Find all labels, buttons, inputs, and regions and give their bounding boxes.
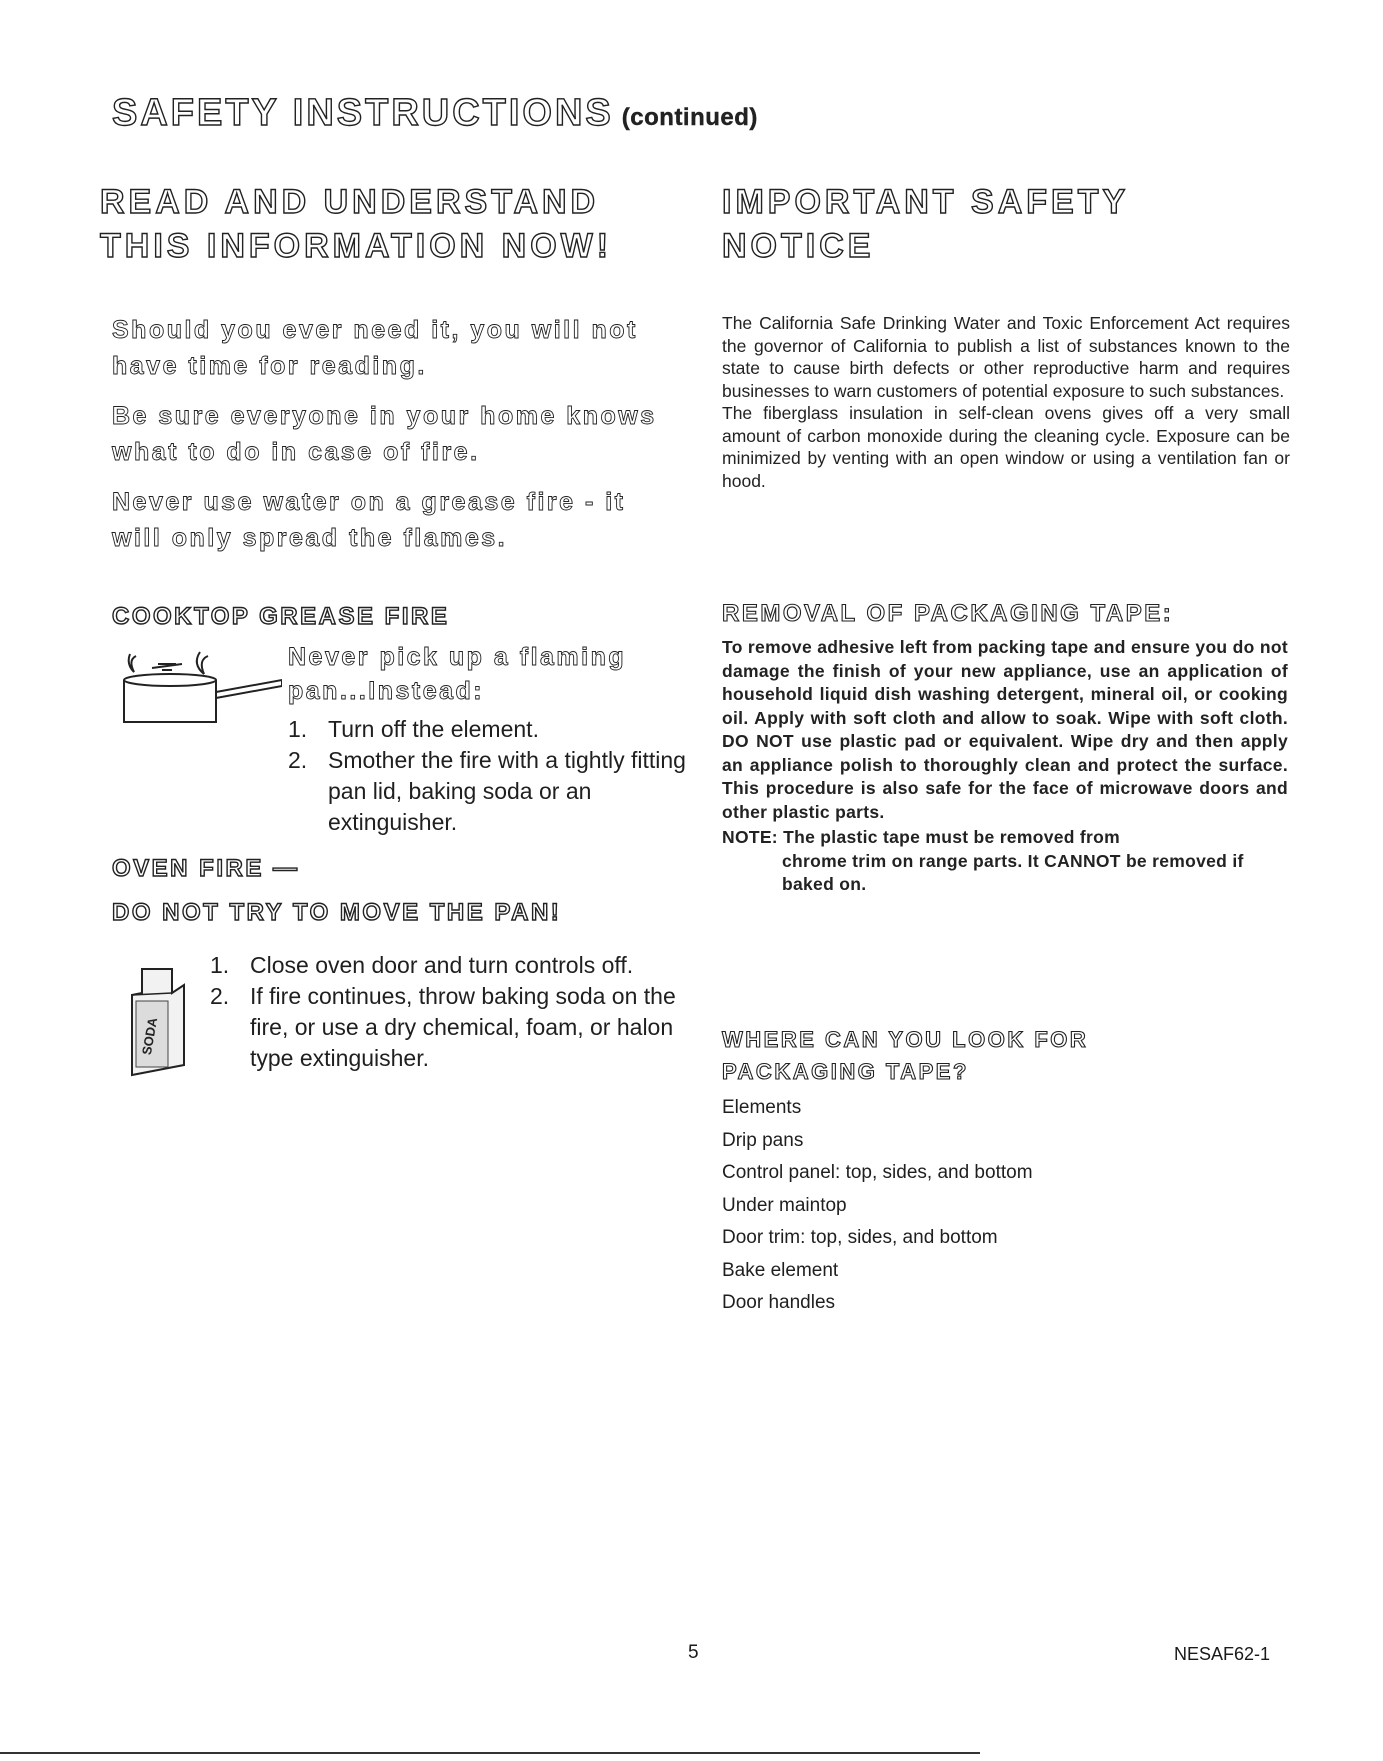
tape-location-item: Elements — [722, 1097, 802, 1118]
page-title-suffix: (continued) — [621, 104, 758, 131]
where-heading-line2: PACKAGING TAPE? — [722, 1059, 969, 1084]
page-title-text: SAFETY INSTRUCTIONS — [112, 92, 614, 134]
where-section — [722, 1024, 1302, 1320]
emphasis-block — [112, 312, 672, 570]
note-continuation: chrome trim on range parts. It CANNOT be removed if baked on. — [782, 850, 1244, 894]
notice-paragraph-1: The California Safe Drinking Water and Toxic Enforcement Act requires the governor of California to publish a list of substances known to the state to cause birth defects or other reproductive harm and requires businesses to warn customers of potential exposure to such substances. — [722, 313, 1290, 401]
bottom-rule — [0, 1752, 980, 1754]
flaming-pan-icon — [112, 650, 282, 735]
read-understand-heading-line2: THIS INFORMATION NOW! — [100, 227, 613, 265]
cooktop-heading-wrap — [112, 600, 692, 634]
page-title — [112, 92, 758, 135]
note-label: NOTE: — [722, 827, 778, 847]
tape-location-item: Under maintop — [722, 1194, 847, 1216]
baking-soda-box-icon — [124, 965, 204, 1085]
tape-location-item: Door trim: top, sides, and bottom — [722, 1227, 998, 1248]
oven-step-2: 2. If fire continues, throw baking soda on the fire, or use a dry chemical, foam, or halon type extinguisher. — [210, 983, 676, 1071]
cooktop-step-2: 2. Smother the fire with a tightly fitting pan lid, baking soda or an extinguisher. — [288, 747, 686, 835]
oven-heading-line2: DO NOT TRY TO MOVE THE PAN! — [112, 899, 562, 926]
emphasis-paragraph-1: Should you ever need it, you will not have time for reading. — [112, 316, 638, 380]
read-understand-heading-line1: READ AND UNDERSTAND — [100, 183, 600, 221]
removal-section — [722, 600, 1302, 897]
cooktop-heading: COOKTOP GREASE FIRE — [112, 603, 450, 630]
left-column — [100, 180, 680, 268]
tape-location-item: Bake element — [722, 1259, 839, 1281]
tape-location-item: Control panel: top, sides, and bottom — [722, 1162, 1033, 1183]
notice-paragraph-2: The fiberglass insulation in self-clean ovens gives off a very small amount of carbon monoxide during the cleaning cycle. Exposure can be minimized by venting with an open window or using a ventilation fan or hood. — [722, 403, 1290, 491]
notice-body — [722, 312, 1290, 492]
removal-heading: REMOVAL OF PACKAGING TAPE: — [722, 600, 1174, 627]
tape-location-list — [722, 1092, 1302, 1320]
removal-body: To remove adhesive left from packing tape and ensure you do not damage the finish of your new appliance, use an application of household liquid dish washing detergent, mineral oil, or cooking oil. Apply with soft cloth and allow to soak. Wipe with soft cloth. DO NOT use plastic pad or equivalent. Wipe dry and then apply an appliance polish to thoroughly clean and protect the surface. This procedure is also safe for the face of microwave doors and other plastic parts. — [722, 637, 1288, 822]
emphasis-paragraph-2: Be sure everyone in your home knows what to do in case of fire. — [112, 402, 657, 466]
notice-heading-line2: NOTICE — [722, 227, 875, 265]
soda-box-label: SODA — [138, 1016, 161, 1057]
oven-steps — [210, 950, 680, 1074]
cooktop-lead: Never pick up a flaming pan...Instead: — [288, 643, 627, 705]
cooktop-instructions — [288, 640, 688, 838]
removal-note — [722, 826, 1288, 850]
notice-heading — [722, 180, 1302, 268]
where-heading-line1: WHERE CAN YOU LOOK FOR — [722, 1027, 1089, 1052]
oven-step-1: 1. Close oven door and turn controls off. — [210, 952, 634, 978]
oven-heading-line1: OVEN FIRE — — [112, 855, 300, 882]
cooktop-steps — [288, 714, 688, 838]
document-code: NESAF62-1 — [1174, 1644, 1271, 1664]
note-line1: The plastic tape must be removed from — [783, 827, 1120, 847]
notice-heading-line1: IMPORTANT SAFETY — [722, 183, 1130, 221]
cooktop-step-1: 1. Turn off the element. — [288, 716, 539, 742]
oven-instructions — [210, 950, 680, 1074]
page-number: 5 — [688, 1642, 699, 1663]
emphasis-paragraph-3: Never use water on a grease fire - it will only spread the flames. — [112, 488, 626, 552]
tape-location-item: Door handles — [722, 1292, 836, 1313]
oven-heading-wrap — [112, 852, 692, 930]
tape-location-item: Drip pans — [722, 1129, 804, 1151]
